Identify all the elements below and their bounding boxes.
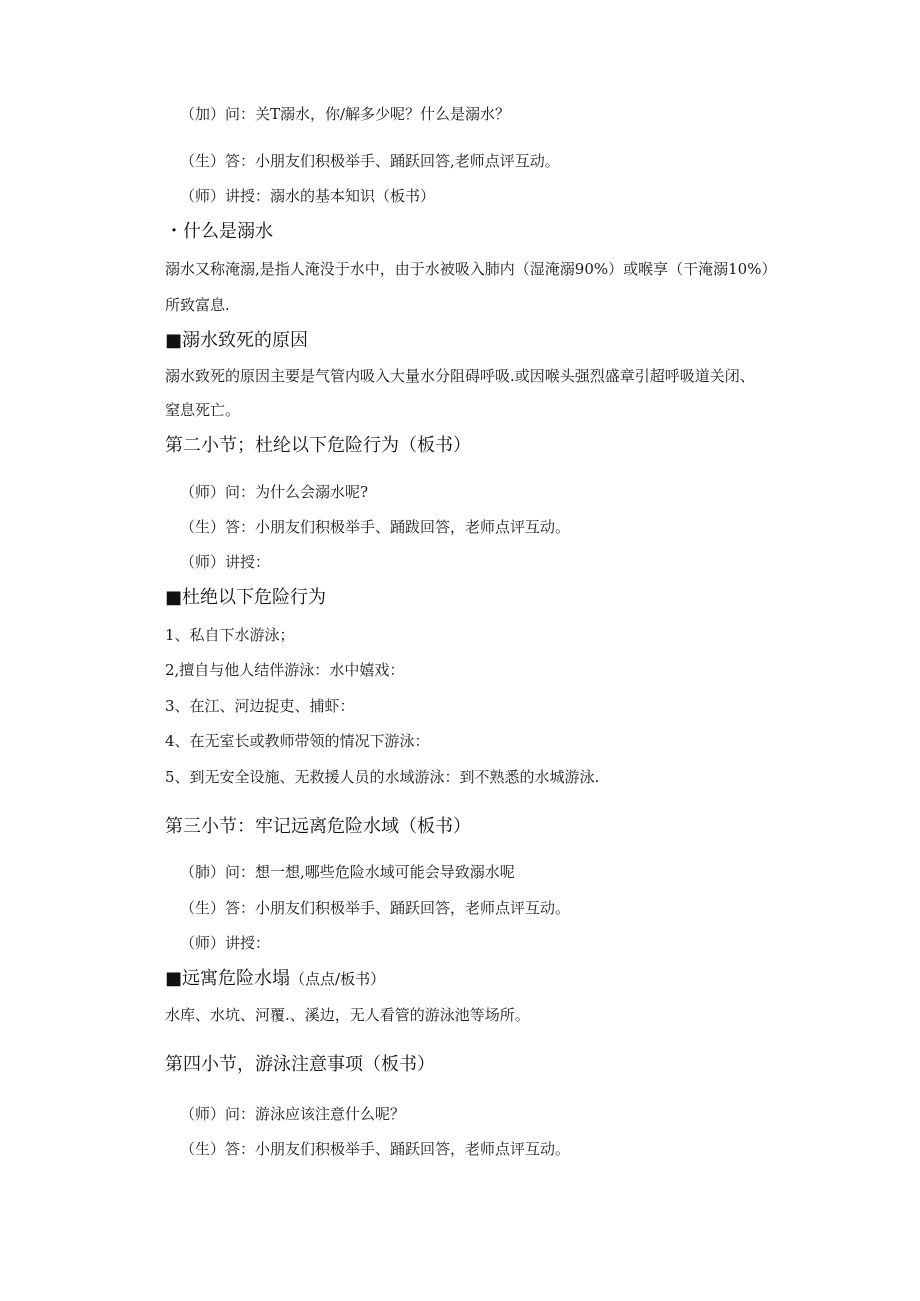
cause-para-line1: 溺水致死的原因主要是气管内吸入大量水分阻碍呼吸.或因喉头强烈盛章引超呼吸道关闭、 <box>165 367 755 385</box>
section3-heading: 第三小节：牢记远离危险水域（板书） <box>165 816 471 837</box>
what-is-drowning-para-line1: 溺水又称淹溺,是指人淹没于水中，由于水被吸入肺内（湿淹溺90%）或喉享（干淹溺10%） <box>165 260 777 278</box>
section2-question: （师）问：为什么会溺水呢? <box>180 483 369 501</box>
section2-answer: （生）答：小朋友们积极举手、踊跋回答，老师点评互动。 <box>180 518 571 536</box>
danger-item-2: 2,擅自与他人结伴游泳：水中嬉戏： <box>165 661 405 679</box>
intro-answer: （生）答：小朋友们积极举手、踊跃回答,老师点评互动。 <box>180 152 560 170</box>
section3-subheading-text: ■远寓危险水塌 <box>165 968 291 989</box>
danger-item-5: 5、到无安全设施、无救援人员的水域游泳：到不熟悉的水城游泳. <box>165 768 600 786</box>
intro-question: （加）问：关T溺水，你/解多少呢？什么是溺水？ <box>180 105 511 123</box>
section3-answer: （生）答：小朋友们积极举手、踊跃回答，老师点评互动。 <box>180 899 571 917</box>
section4-answer: （生）答：小朋友们积极举手、踊跃回答，老师点评互动。 <box>180 1140 571 1158</box>
section3-places: 水库、水坑、河覆.、溪边，无人看管的游泳池等场所。 <box>165 1006 530 1024</box>
what-is-drowning-heading: ・什么是溺水 <box>165 221 273 242</box>
section3-subheading-note: （点点/板书） <box>290 970 386 988</box>
danger-item-4: 4、在无室长或教师带领的情况下游泳： <box>165 732 430 750</box>
section2-lecture: （师）讲授： <box>180 553 271 571</box>
section3-question: （肺）问：想一想,哪些危险水域可能会导致溺水呢 <box>180 863 515 881</box>
section2-subheading: ■杜绝以下危险行为 <box>165 587 327 608</box>
danger-item-3: 3、在江、河边捉吏、捕虾： <box>165 697 355 715</box>
section4-heading: 第四小节，游泳注意事项（板书） <box>165 1054 435 1075</box>
cause-para-line2: 窒息死亡。 <box>165 401 241 419</box>
intro-lecture: （师）讲授：溺水的基本知识（板书） <box>180 187 436 205</box>
section2-heading: 第二小节；杜纶以下危险行为（板书） <box>165 435 471 456</box>
section3-subheading <box>165 967 385 991</box>
what-is-drowning-para-line2: 所致富息. <box>165 296 230 314</box>
cause-heading: ■溺水致死的原因 <box>165 330 309 351</box>
section3-lecture: （师）讲授： <box>180 934 271 952</box>
danger-item-1: 1、私自下水游泳； <box>165 626 295 644</box>
section4-question: （师）问：游泳应该注意什么呢？ <box>180 1105 406 1123</box>
